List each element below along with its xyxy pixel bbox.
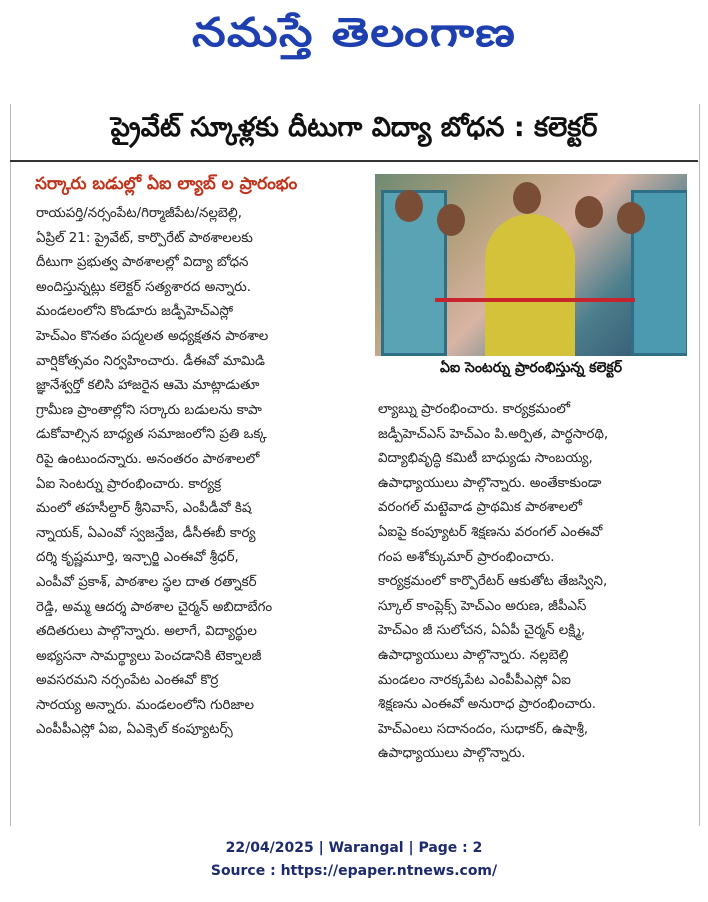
article-line: ఎంపీపీఎస్లో ఏఐ, ఏఎక్సెల్ కంప్యూటర్స్ — [36, 722, 233, 738]
masthead-logo-text: నమస్తే తెలంగాణ — [191, 10, 517, 56]
photo-collector — [485, 214, 575, 356]
article-line: స్కూల్ కాంప్లెక్స్ హెచ్ఎం అరుణ, జీపీఎస్ — [378, 598, 587, 614]
article-line: దర్శి కృష్ణమూర్తి, ఇన్చార్జి ఎంఈవో శ్రీధర్, — [36, 550, 239, 566]
article-line: ఉపాధ్యాయులు పాల్గొన్నారు. నల్లబెల్లి — [378, 647, 569, 663]
article-subheadline: సర్కారు బడుల్లో ఏఐ ల్యాబ్ ల ప్రారంభం — [35, 174, 298, 194]
article-photo — [375, 174, 687, 356]
photo-person — [513, 182, 541, 214]
article-line: మండలంలోని కొండూరు జడ్పీహెచ్ఎస్లో — [36, 304, 233, 320]
article-line: సారయ్య అన్నారు. మండలంలోని గురిజాల — [36, 697, 254, 713]
article-line: ల్యాబ్ను ప్రారంభించారు. కార్యక్రమంలో — [378, 402, 571, 417]
footer-date-edition: 22/04/2025 | Warangal | Page : 2 — [225, 840, 483, 856]
article-line: రిపై ఉంటుందన్నారు. అనంతరం పాఠశాలలో — [36, 451, 260, 467]
article-line: మంలో తహసీల్దార్ శ్రీనివాస్, ఎంపీడీవో కిష — [36, 501, 252, 517]
article-right-column — [378, 398, 690, 767]
article-line: డుకోవాల్సిన బాధ్యత సమాజంలోని ప్రతి ఒక్క — [36, 427, 267, 443]
article-line: దీటుగా ప్రభుత్వ పాఠశాలల్లో విద్యా బోధన — [36, 255, 249, 271]
article-line: ఉపాధ్యాయులు పాల్గొన్నారు. అంతేకాకుండా — [378, 475, 602, 491]
photo-person — [395, 190, 423, 222]
article-line: విద్యాభివృద్ధి కమిటీ బాధ్యుడు సాంబయ్య, — [378, 451, 593, 467]
article-line: గ్రామీణ ప్రాంతాల్లోని సర్కారు బడులను కాపా — [36, 402, 262, 418]
article-line: మండలం నారక్కపేట ఎంపీపీఎస్లో ఏఐ — [378, 672, 571, 688]
article-line: హెచ్ఎంలు సదానందం, సుధాకర్, ఉషాశ్రీ, — [378, 721, 589, 737]
article-line: ఏఐ సెంటర్ను ప్రారంభించారు. కార్యక్ర — [36, 476, 222, 492]
article-line: ఉపాధ్యాయులు పాల్గొన్నారు. — [378, 746, 526, 762]
headline-divider — [10, 160, 698, 162]
article-line: జడ్పీహెచ్ఎస్ హెచ్ఎం పి.అర్పిత, పార్థసారథి, — [378, 426, 609, 442]
article-line: ఏప్రిల్ 21: ప్రైవేట్, కార్పొరేట్ పాఠశాలలకు — [36, 230, 253, 246]
article-line: వరంగల్ మట్టెవాడ ప్రాథమిక పాఠశాలలో — [378, 500, 583, 516]
photo-caption: ఏఐ సెంటర్ను ప్రారంభిస్తున్న కలెక్టర్ — [440, 360, 622, 376]
photo-person — [437, 204, 465, 236]
article-line: ఎంపీవో ప్రకాశ్, పాఠశాల స్థల దాత రత్నాకర్ — [36, 574, 257, 590]
article-line: రెడ్డి, అమ్మ ఆదర్శ పాఠశాల చైర్మన్ అబిదాబేగం — [36, 599, 273, 615]
article-line: వార్షికోత్సవం నిర్వహించారు. డీఈవో మామిడి — [36, 353, 265, 369]
photo-ribbon — [435, 298, 635, 302]
article-line: అందిస్తున్నట్లు కలెక్టర్ సత్యశారద అన్నారు. — [36, 279, 251, 295]
photo-person — [575, 196, 603, 228]
article-line: అవసరమని నర్సంపేట ఎంఈవో కొర్ర — [36, 673, 219, 689]
article-line: హెచ్ఎం కొనతం పద్మలత అధ్యక్షతన పాఠశాల — [36, 328, 269, 344]
article-line: అభ్యసనా సామర్థ్యాలు పెంచడానికి టెక్నాలజీ — [36, 648, 262, 664]
article-line: జ్ఞానేశ్వర్తో కలిసి హాజరైన ఆమె మాట్లాడుతూ — [36, 378, 260, 394]
footer-source: Source : https://epaper.ntnews.com/ — [210, 863, 498, 879]
article-left-column — [36, 202, 370, 743]
article-line: హెచ్ఎం జీ సులోచన, ఏఏపీ చైర్మన్ లక్ష్మి, — [378, 623, 586, 639]
article-line: శిక్షణను ఎంఈవో అనురాధ ప్రారంభించారు. — [378, 697, 596, 713]
article-line: కార్యక్రమంలో కార్పొరేటర్ ఆకుతోట తేజస్విని, — [378, 574, 608, 590]
article-line: ఏఐపై కంప్యూటర్ శిక్షణను వరంగల్ ఎంఈవో — [378, 524, 603, 540]
article-line: న్నాయక్, ఏఎంవో స్వజన్తేజ, డీసీఈబీ కార్య — [36, 525, 256, 541]
article-headline: ప్రైవేట్ స్కూళ్లకు దీటుగా విద్యా బోధన : కలెక్టర్ — [110, 112, 598, 143]
article-line: రాయపర్తి/నర్సంపేట/గిర్మాజీపేట/నల్లబెల్లి, — [36, 206, 243, 221]
newspaper-masthead — [0, 8, 708, 68]
article-line: తదితరులు పాల్గొన్నారు. అలాగే, విద్యార్థుల — [36, 624, 257, 640]
photo-person — [617, 202, 645, 234]
article-line: గంప అశోక్కుమార్ ప్రారంభించారు. — [378, 549, 555, 565]
